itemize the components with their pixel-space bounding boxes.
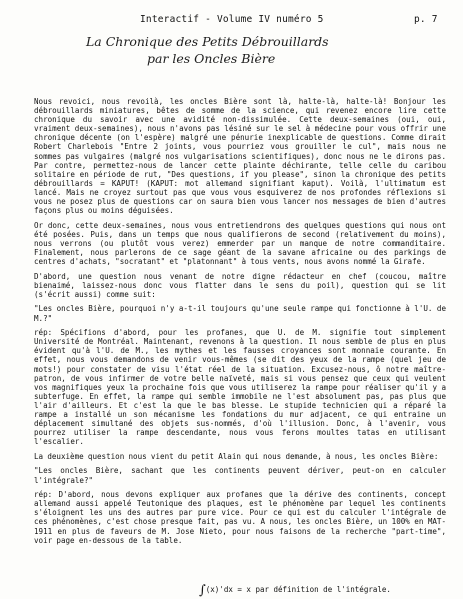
issue-header: Interactif - Volume IV numéro 5 xyxy=(140,14,324,25)
formula-text: (x)'dx = x par définition de l'intégrale. xyxy=(205,585,391,594)
paragraph-question-1-intro: D'abord, une question nous venant de notre digne rédacteur en chef (coucou, maître bienaimé, laissez-nous donc vous flatter dans le sens du poil), question qui se lit (s'écrit aussi) comme suit: xyxy=(34,271,446,299)
integral-symbol: ∫ xyxy=(199,583,206,598)
paragraph-answer-1: rép: Spécifions d'abord, pour les profanes, que U. de M. signifie tout simplement Université de Montréal. Maintenant, revenons à la question. Il nous semble de plus en plus évident qu'à l'U. de M., les mythes et les fausses croyances sont monnaie courante. En effet, nous vous demandons de venir vous-mêmes (se dit des yeux de la rampe (quel jeu de mots!) pour constater de visu l'état réel de la situation. Excusez-nous, ô notre maître-patron, de vous infirmer de votre belle naïveté, mais si vous pensez que ceux qui veulent vos magnifiques yeux la prochaine fois que vous utiliserez la rampe pour réaliser qu'il y a subterfuge. En effet, la rampe qui semble immobile ne l'est absolument pas, pas plus que l'air d'ailleurs. Et c'est la que le bas blesse. Le stupide technicien qui a réparé la rampe a installé un son mécanisme les fondations du mur adjacent, ce qui entraine un déplacement simultané des objets sus-nommés, d'où l'illusion. Donc, à l'avenir, vous pourrez utiliser la rampe descendante, nous vous ferons moultes tatas en utilisant l'escalier. xyxy=(34,328,446,447)
paragraph-answer-2: rép: D'abord, nous devons expliquer aux profanes que la dérive des continents, concept allemand aussi appelé Teutonique des plaques, est le phénomène par lequel les continents s'éloignent les uns des autres par pure vice. Pour ce qui est du calculer l'intégrale de ces phénomènes, c'est chose presque fait, pas vu. A nous, les oncles Bière, un 100% en MAT-1911 en plus de faveurs de M. Jose Nieto, pour nous faisons de la recherche "part-time", voir page en-dessous de la table. xyxy=(34,490,446,545)
handwritten-title: La Chronique des Petits Débrouillards xyxy=(86,34,329,49)
paragraph-question-1: "Les oncles Bière, pourquoi n'y a-t-il toujours qu'une seule rampe qui fonctionne à l'U. de M.?" xyxy=(34,304,446,323)
paragraph-question-2-intro: La deuxième question nous vient du petit Alain qui nous demande, à nous, les oncles Bière: xyxy=(34,451,439,461)
integral-formula xyxy=(199,583,391,598)
paragraph-plan: Or donc, cette deux-semaines, nous vous entretiendrons des quelques questions qui nous ont été posées. Puis, dans un temps que nous qualifierons de second (relativement du moins), nous verrons (ou plutôt vous verez) emmerder par un manque de notre commanditaire. Finalement, nous parlerons de ce sage géant de la savane africaine ou des parkings de centres d'achats, "socratant" et "platonnant" à tous vents, nous avons nommé la Girafe. xyxy=(34,220,446,267)
article-body xyxy=(34,97,446,550)
page-number: p. 7 xyxy=(414,14,438,25)
handwritten-byline: par les Oncles Bière xyxy=(147,51,276,66)
paragraph-intro: Nous revoici, nous revoilà, les oncles Bière sont là, halte-là, halte-là! Bonjour les débrouillards miniatures, bêtes de somme de la science, qui revenez encore lire cette chronique du savoir avec une avidité non-dissimulée. Cette deux-semaines (oui, oui, vraiment deux-semaines), nous n'avons pas lésiné sur le sel à médecine pour vous offrir une chronique décente (on l'espère) malgré une pénurie inexplicable de questions. Comme dirait Robert Charlebois "Entre 2 joints, vous pourriez vous grouiller le cul", mais nous ne sommes pas vulgaires (malgré nos vulgarisations scientifiques), donc nous ne le dirons pas. Par contre, permettez-nous de lancer cette plainte déchirante, telle celle du caribou solitaire en période de rut, "Des questions, if you please", sinon la chronique des petits débrouillards = KAPUT! (KAPUT: mot allemand signifiant kaput). Voilà, l'ultimatum est lancé. Mais ne croyez surtout pas que vous vous esquiverez de nos profondes réflexions si vous ne posez plus de questions car on saura bien vous lancer nos messages de bien d'autres façons plus ou moins déguisées. xyxy=(34,97,446,216)
paragraph-question-2: "Les oncles Bière, sachant que les continents peuvent dériver, peut-on en calculer l'intégrale?" xyxy=(34,466,446,485)
